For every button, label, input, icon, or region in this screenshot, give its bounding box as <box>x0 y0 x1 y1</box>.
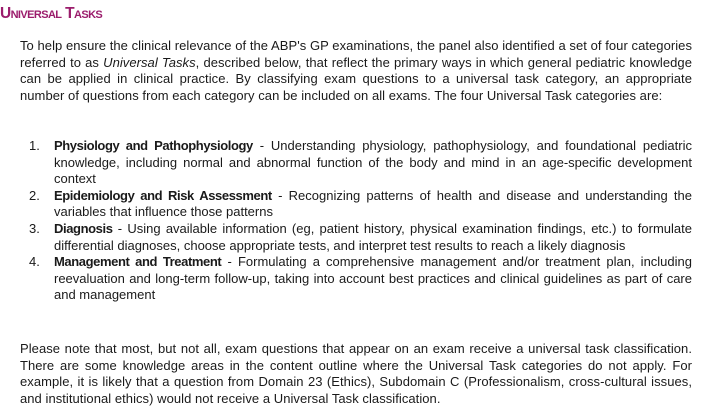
category-description: - Formulating a comprehensive management and/or treatment plan, including reevaluation and long-term follow-up, taking into account best practices and clinical guidelines as part of care and management <box>54 254 692 303</box>
intro-paragraph <box>20 38 692 104</box>
intro-text-end: , described below, that reflect the primary ways in which general pediatric knowledge can be applied in clinical practice. By classifying exam questions to a universal task category, an appropriate number of questions from each category can be included on all exams. The four Universal Task categories are: <box>20 54 692 103</box>
list-number: 3. <box>29 220 40 236</box>
list-number: 1. <box>29 138 40 153</box>
category-term: Management and Treatment <box>54 254 222 270</box>
list-item-physiology <box>20 138 692 188</box>
category-term: Epidemiology and Risk Assessment <box>54 187 272 203</box>
list-number: 4. <box>29 254 40 270</box>
list-item-management <box>20 254 692 304</box>
category-term: Diagnosis <box>54 220 113 236</box>
category-term: Physiology and Pathophysiology <box>54 138 253 153</box>
note-paragraph: Please note that most, but not all, exam questions that appear on an exam receive a universal task classification. There are some knowledge areas in the content outline where the Universal Task categories do not apply. For example, it is likely that a question from Domain 23 (Ethics), Subdomain C (Professionalism, cross-cultural issues, and institutional ethics) would not receive a Universal Task classification. <box>20 341 692 406</box>
category-description: - Understanding physiology, pathophysiology, and foundational pediatric knowledge, including normal and abnormal function of the body and mind in an age-specific development context <box>54 138 692 187</box>
intro-text-start: To help ensure the clinical relevance of the ABP's GP examinations, the panel also identified a set of four categories referred to as <box>20 38 692 70</box>
intro-emphasis: Universal Tasks <box>103 54 196 70</box>
list-item-diagnosis <box>20 221 692 254</box>
category-description: - Using available information (eg, patient history, physical examination findings, etc.) to formulate differential diagnoses, choose appropriate tests, and interpret test results to reach a likely diagnosis <box>54 220 692 253</box>
universal-task-list <box>20 138 692 304</box>
list-number: 2. <box>29 187 40 203</box>
list-item-epidemiology <box>20 188 692 221</box>
section-heading: Universal Tasks <box>0 5 103 22</box>
category-description: - Recognizing patterns of health and disease and understanding the variables that influence those patterns <box>54 187 693 220</box>
